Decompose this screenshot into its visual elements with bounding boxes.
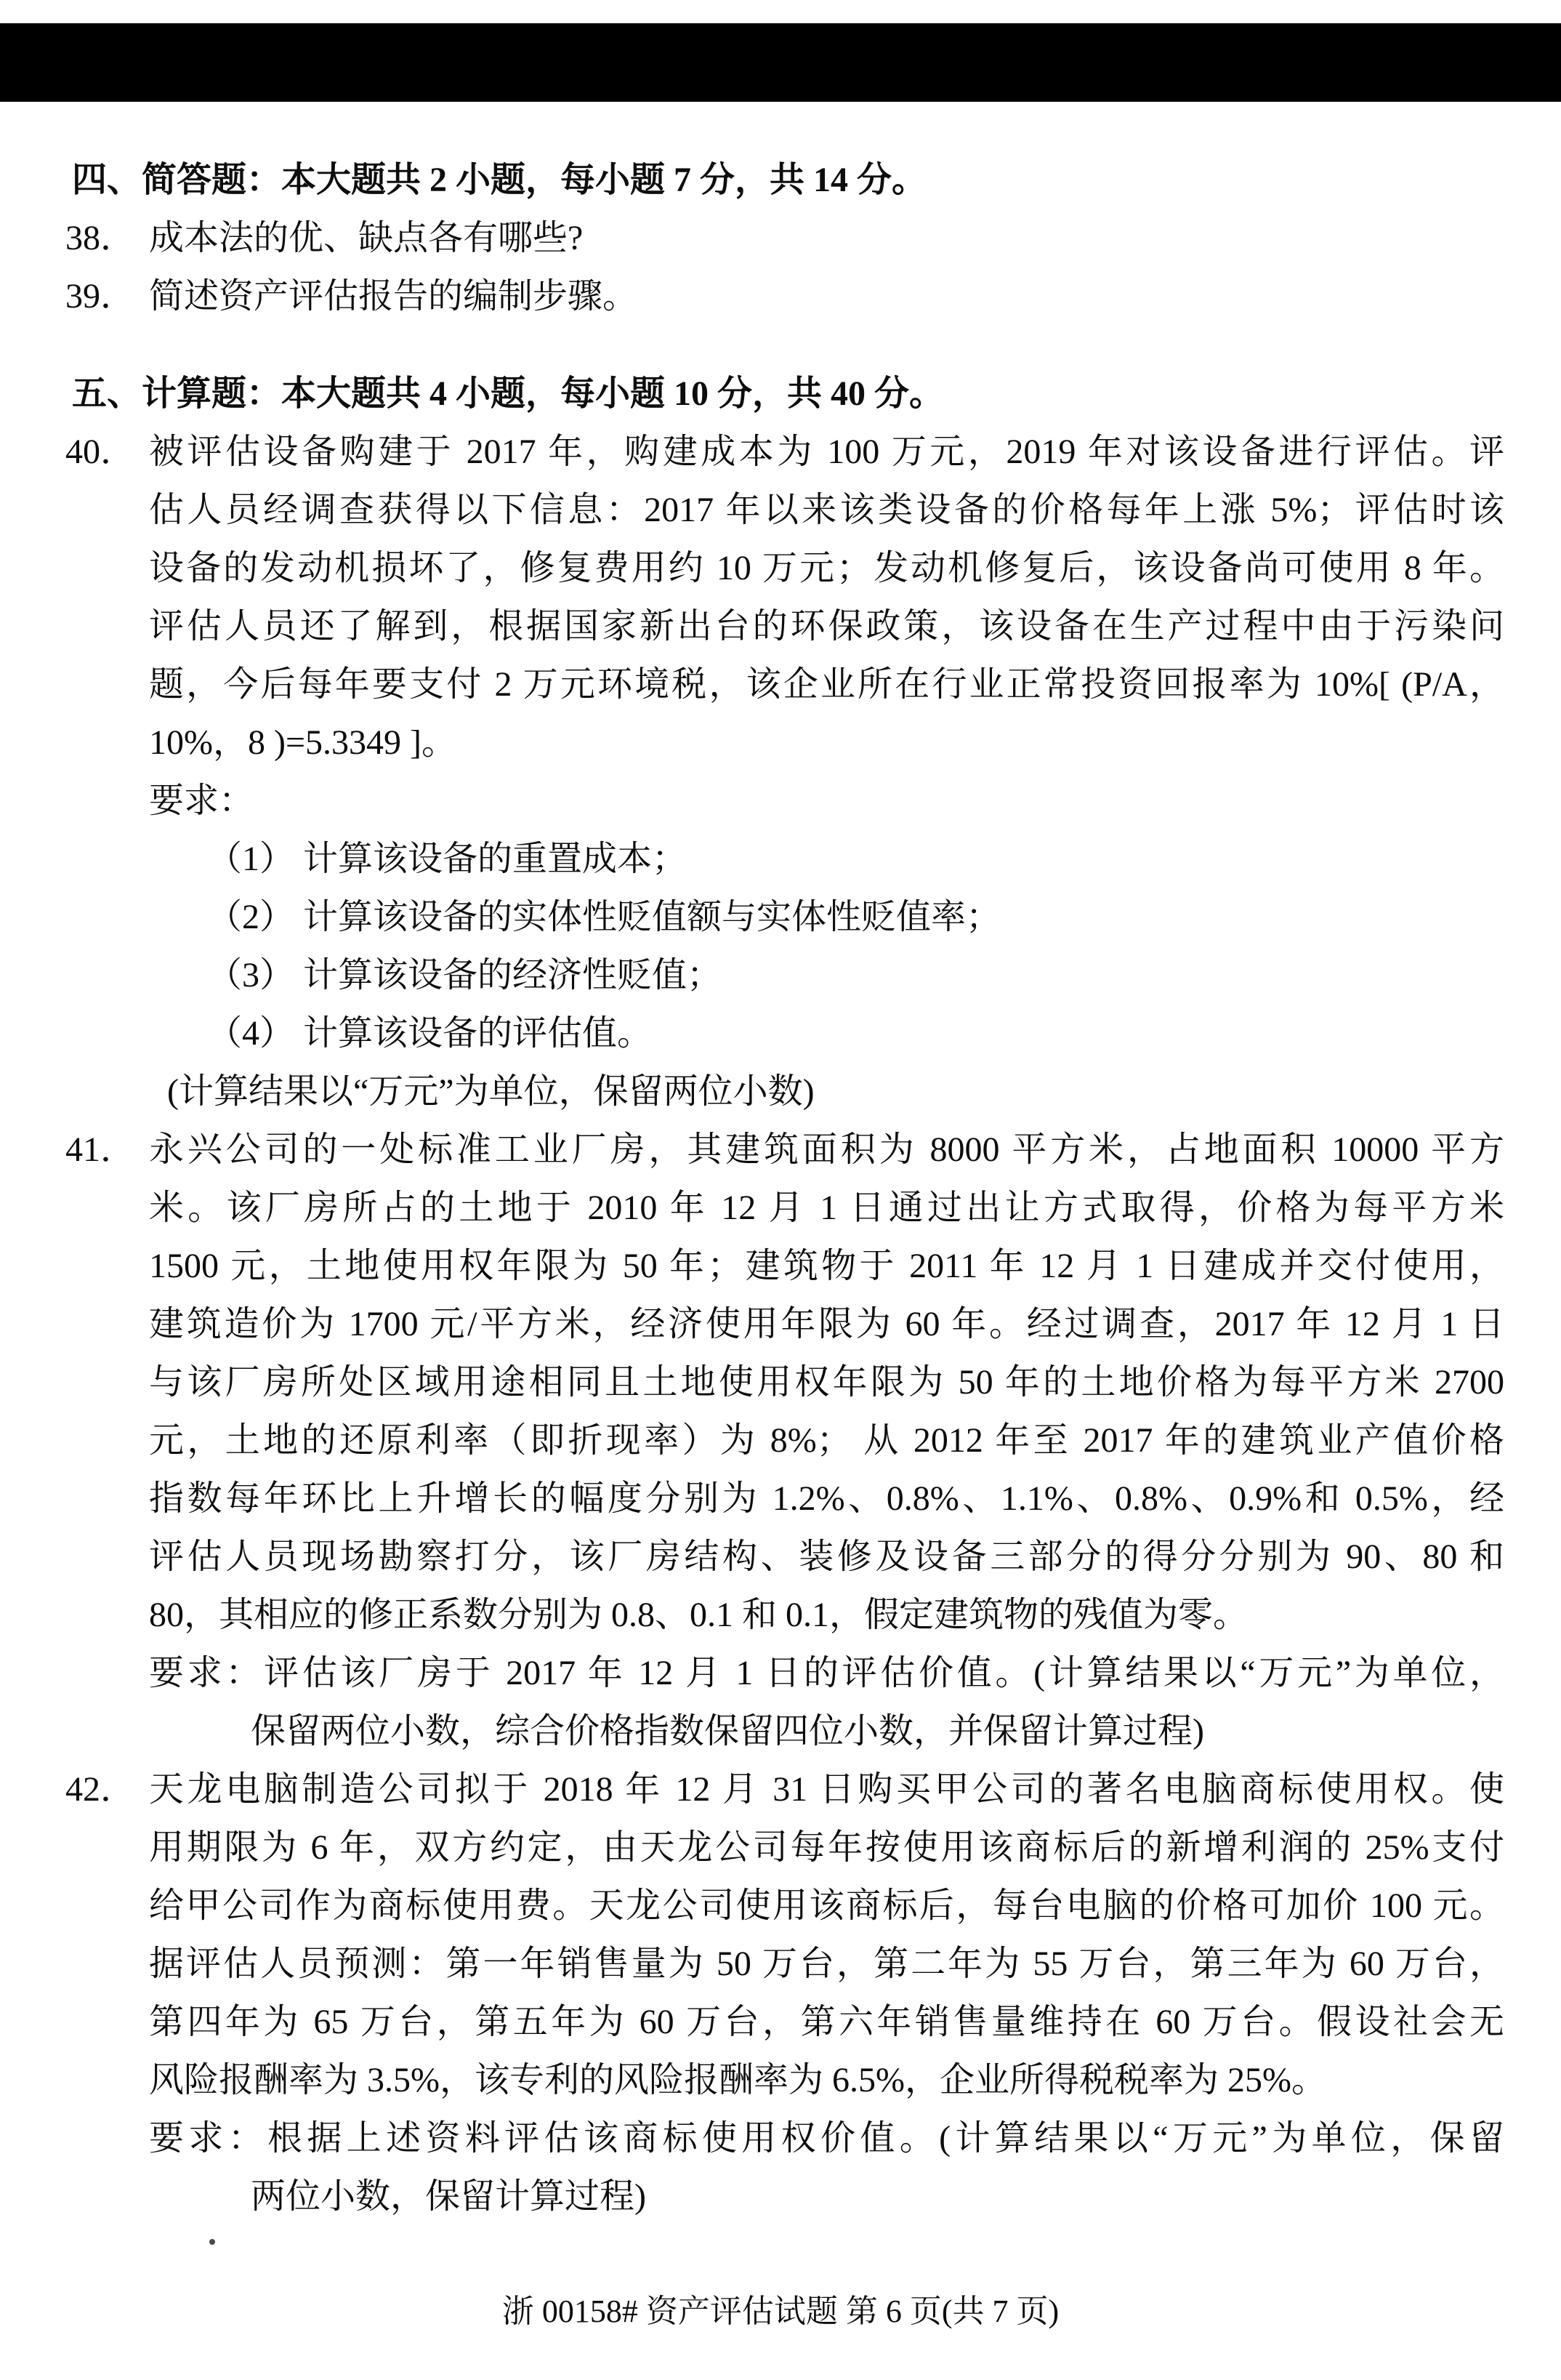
question-40-line-6: 10%，8 )=5.3349 ]。: [149, 723, 457, 762]
question-41-line-1: [65, 1121, 1504, 1179]
question-41-line-9: 80，其相应的修正系数分别为 0.8、0.1 和 0.1，假定建筑物的残值为零。: [149, 1596, 1249, 1634]
page-content: [0, 151, 1561, 2226]
section-gap: [0, 326, 1561, 365]
question-42-line-1-text: 天龙电脑制造公司拟于 2018 年 12 月 31 日购买甲公司的著名电脑商标使用权。使: [149, 1770, 1504, 1809]
question-40-subitem-2: （2） 计算该设备的实体性贬值额与实体性贬值率；: [207, 898, 1001, 936]
question-38-text: 成本法的优、缺点各有哪些?: [149, 219, 584, 257]
question-42-line-6: 风险报酬率为 3.5%，该专利的风险报酬率为 6.5%，企业所得税税率为 25%。: [149, 2061, 1326, 2099]
question-41-line-6: 元，土地的还原利率（即折现率）为 8%； 从 2012 年至 2017 年的建筑业产值价格: [149, 1421, 1504, 1460]
question-39: [65, 268, 1504, 326]
question-42-line-4: 据评估人员预测：第一年销售量为 50 万台，第二年为 55 万台，第三年为 60 万台，: [149, 1945, 1504, 1983]
question-42-line-3: 给甲公司作为商标使用费。天龙公司使用该商标后，每台电脑的价格可加价 100 元。: [149, 1886, 1504, 1925]
question-40-line-3: 设备的发动机损坏了，修复费用约 10 万元；发动机修复后，该设备尚可使用 8 年。: [149, 549, 1504, 587]
question-39-number: 39．: [65, 277, 136, 315]
question-40-note: (计算结果以“万元”为单位，保留两位小数): [167, 1072, 815, 1111]
question-40-line-4: 评估人员还了解到，根据国家新出台的环保政策，该设备在生产过程中由于污染问: [149, 607, 1504, 646]
scan-speck-dot: [209, 2239, 215, 2245]
question-39-text: 简述资产评估报告的编制步骤。: [149, 277, 638, 315]
question-42-line-2: 用期限为 6 年，双方约定，由天龙公司每年按使用该商标后的新增利润的 25%支付: [149, 1828, 1504, 1867]
question-38-number: 38．: [65, 219, 136, 257]
question-42-line-5: 第四年为 65 万台，第五年为 60 万台，第六年销售量维持在 60 万台。假设社会无: [149, 2003, 1504, 2041]
question-42-number: 42．: [65, 1770, 136, 1809]
question-41-line-5: 与该厂房所处区域用途相同且土地使用权年限为 50 年的土地价格为每平方米 2700: [149, 1363, 1504, 1402]
question-42-requirement-line-1: 要求：根据上述资料评估该商标使用权价值。(计算结果以“万元”为单位，保留: [149, 2119, 1504, 2158]
question-41-requirement-line-2: 保留两位小数，综合价格指数保留四位小数，并保留计算过程): [251, 1712, 1204, 1750]
question-40-subitem-4: （4） 计算该设备的评估值。: [207, 1014, 653, 1053]
question-41-requirement-line-1: 要求：评估该厂房于 2017 年 12 月 1 日的评估价值。(计算结果以“万元”为单位，: [149, 1654, 1504, 1692]
question-40-line-2: 估人员经调查获得以下信息：2017 年以来该类设备的价格每年上涨 5%；评估时该: [149, 491, 1504, 529]
question-41-line-7: 指数每年环比上升增长的幅度分别为 1.2%、0.8%、1.1%、0.8%、0.9%和 0.5%，经: [149, 1479, 1504, 1518]
question-40-requirement-label: 要求：: [149, 781, 254, 820]
question-41-line-3: 1500 元，土地使用权年限为 50 年；建筑物于 2011 年 12 月 1 日建成并交付使用，: [149, 1247, 1504, 1285]
question-40-line-1: [65, 423, 1504, 481]
question-40-line-5: 题，今后每年要支付 2 万元环境税，该企业所在行业正常投资回报率为 10%[ (P/A，: [149, 665, 1504, 704]
question-40-number: 40．: [65, 433, 136, 471]
question-41-line-8: 评估人员现场勘察打分，该厂房结构、装修及设备三部分的得分分别为 90、80 和: [149, 1537, 1504, 1576]
question-41-number: 41．: [65, 1130, 136, 1169]
section-4-heading: 四、简答题：本大题共 2 小题，每小题 7 分，共 14 分。: [72, 161, 927, 199]
question-40-line-1-text: 被评估设备购建于 2017 年，购建成本为 100 万元，2019 年对该设备进行评估。评: [149, 433, 1504, 471]
scan-black-bar: [0, 23, 1561, 102]
section-5-heading: 五、计算题：本大题共 4 小题，每小题 10 分，共 40 分。: [72, 374, 945, 413]
question-41-line-2: 米。该厂房所占的土地于 2010 年 12 月 1 日通过出让方式取得，价格为每平方米: [149, 1189, 1504, 1227]
question-40-subitem-1: （1） 计算该设备的重置成本；: [207, 840, 687, 878]
question-41-line-4: 建筑造价为 1700 元/平方米，经济使用年限为 60 年。经过调查，2017 年 12 月 1 日: [149, 1305, 1504, 1343]
question-42-requirement-line-2: 两位小数，保留计算过程): [251, 2177, 646, 2216]
question-40-subitem-3: （3） 计算该设备的经济性贬值；: [207, 956, 722, 994]
question-41-line-1-text: 永兴公司的一处标准工业厂房，其建筑面积为 8000 平方米，占地面积 10000 平方: [149, 1130, 1504, 1169]
question-42-line-1: [65, 1761, 1504, 1819]
question-38: [65, 209, 1504, 268]
page-footer: 浙 00158# 资产评估试题 第 6 页(共 7 页): [501, 2293, 1060, 2329]
